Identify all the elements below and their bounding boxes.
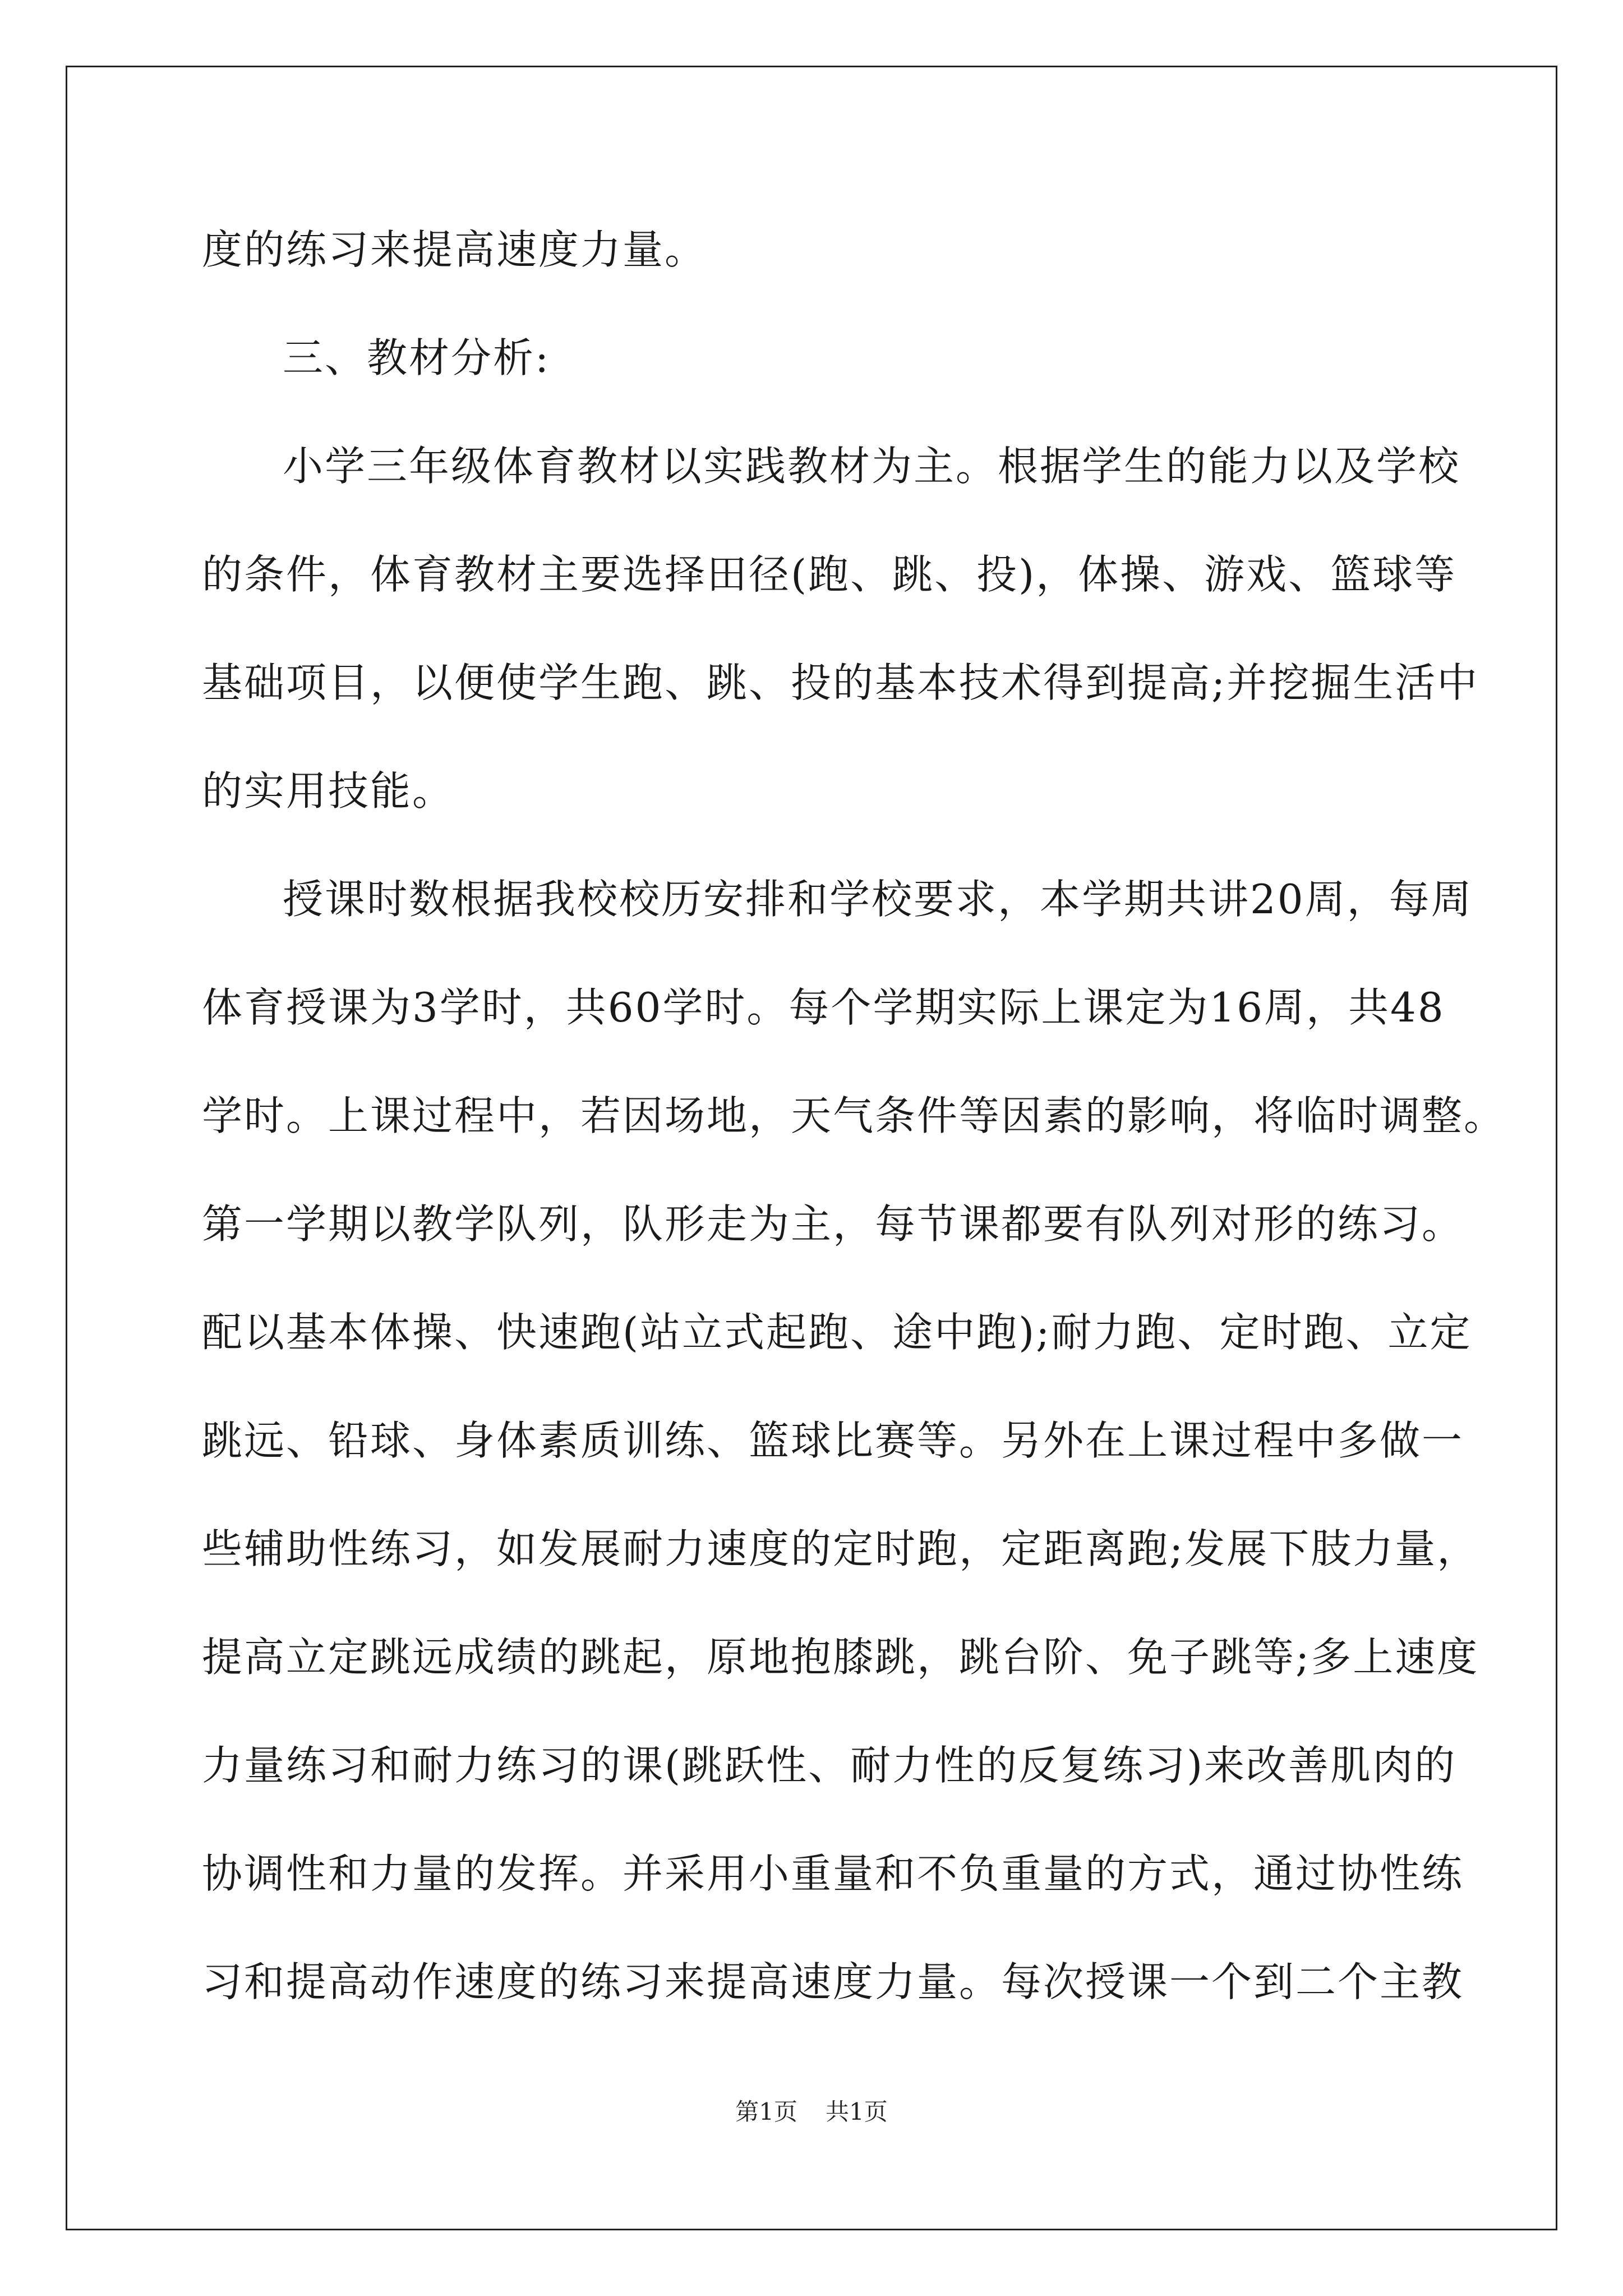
text-line: 的实用技能。 — [202, 767, 455, 815]
text-line: 提高立定跳远成绩的跳起，原地抱膝跳，跳台阶、免子跳等;多上速度 — [202, 1634, 1479, 1681]
text-line: 些辅助性练习，如发展耐力速度的定时跑，定距离跑;发展下肢力量， — [202, 1525, 1479, 1572]
text-line: 力量练习和耐力练习的课(跳跃性、耐力性的反复练习)来改善肌肉的 — [202, 1742, 1457, 1789]
text-line: 度的练习来提高速度力量。 — [202, 226, 707, 273]
text-line: 体育授课为3学时，共60学时。每个学期实际上课定为16周，共48 — [202, 984, 1445, 1031]
page-footer — [0, 2095, 1623, 2129]
text-line: 跳远、铅球、身体素质训练、篮球比赛等。另外在上课过程中多做一 — [202, 1417, 1464, 1464]
page-border — [66, 66, 1557, 2230]
section-heading: 三、教材分析: — [283, 334, 551, 381]
page-number: 第1页 — [735, 2098, 797, 2125]
text-line: 基础项目，以便使学生跑、跳、投的基本技术得到提高;并挖掘生活中 — [202, 659, 1479, 706]
text-line: 习和提高动作速度的练习来提高速度力量。每次授课一个到二个主教 — [202, 1958, 1464, 2005]
text-line: 学时。上课过程中，若因场地，天气条件等因素的影响，将临时调整。 — [202, 1092, 1506, 1139]
text-line: 协调性和力量的发挥。并采用小重量和不负重量的方式，通过协性练 — [202, 1850, 1464, 1897]
text-line: 小学三年级体育教材以实践教材为主。根据学生的能力以及学校 — [283, 443, 1461, 490]
page-total: 共1页 — [826, 2098, 888, 2125]
text-line: 第一学期以教学队列，队形走为主，每节课都要有队列对形的练习。 — [202, 1200, 1464, 1248]
text-line: 授课时数根据我校校历安排和学校要求，本学期共讲20周，每周 — [283, 876, 1473, 923]
text-line: 的条件，体育教材主要选择田径(跑、跳、投)，体操、游戏、篮球等 — [202, 551, 1457, 598]
text-line: 配以基本体操、快速跑(站立式起跑、途中跑);耐力跑、定时跑、立定 — [202, 1309, 1472, 1356]
